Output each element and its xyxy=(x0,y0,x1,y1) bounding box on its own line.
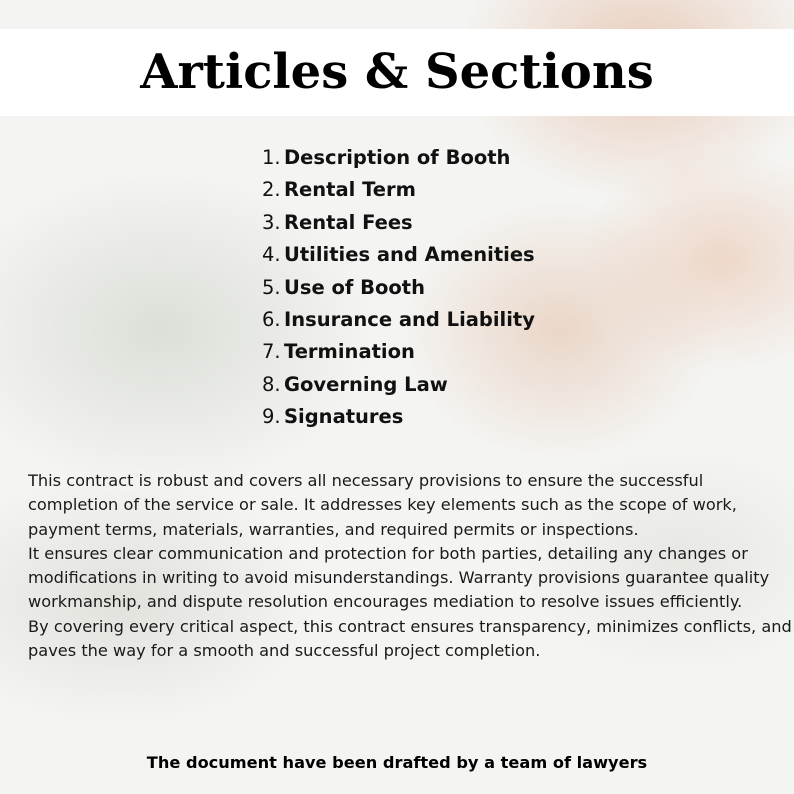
section-label: Use of Booth xyxy=(284,275,425,299)
description-paragraph-2: It ensures clear communication and protection for both parties, detailing any changes or modifications in writing to avoid misunderstandings. Warranty provisions guarantee quality workmanship, and dispute resolution encourages mediation to resolve issues efficiently. xyxy=(28,543,770,612)
section-number: 9. xyxy=(262,405,281,429)
list-item xyxy=(262,142,535,174)
section-number: 8. xyxy=(262,372,281,396)
section-label: Utilities and Amenities xyxy=(284,243,535,267)
list-item xyxy=(262,174,535,206)
section-label: Signatures xyxy=(284,405,404,429)
description-paragraph-3: By covering every critical aspect, this contract ensures transparency, minimizes conflicts, and paves the way for a smooth and successful project completion. xyxy=(28,616,792,661)
contract-description xyxy=(28,469,794,663)
section-number: 2. xyxy=(262,178,281,202)
section-number: 3. xyxy=(262,210,281,234)
description-paragraph-1: This contract is robust and covers all necessary provisions to ensure the successful completion of the service or sale. It addresses key elements such as the scope of work, payment terms, materials, warranties, and required permits or inspections. xyxy=(28,471,737,539)
list-item xyxy=(262,304,535,336)
section-label: Description of Booth xyxy=(284,146,511,169)
section-label: Rental Term xyxy=(284,178,416,202)
section-label: Rental Fees xyxy=(284,210,413,234)
list-item xyxy=(262,336,535,368)
sections-list xyxy=(262,142,535,434)
section-number: 5. xyxy=(262,275,281,299)
page-title: Articles & Sections xyxy=(140,44,654,100)
list-item xyxy=(262,369,535,401)
section-number: 1. xyxy=(262,146,281,169)
section-label: Governing Law xyxy=(284,372,448,396)
section-number: 7. xyxy=(262,340,281,364)
list-item xyxy=(262,207,535,239)
footer-note: The document have been drafted by a team of lawyers xyxy=(146,753,648,772)
list-item xyxy=(262,272,535,304)
list-item xyxy=(262,239,535,271)
section-label: Termination xyxy=(284,340,415,364)
section-number: 4. xyxy=(262,243,281,267)
section-number: 6. xyxy=(262,307,281,331)
section-label: Insurance and Liability xyxy=(284,307,535,331)
list-item xyxy=(262,401,535,433)
